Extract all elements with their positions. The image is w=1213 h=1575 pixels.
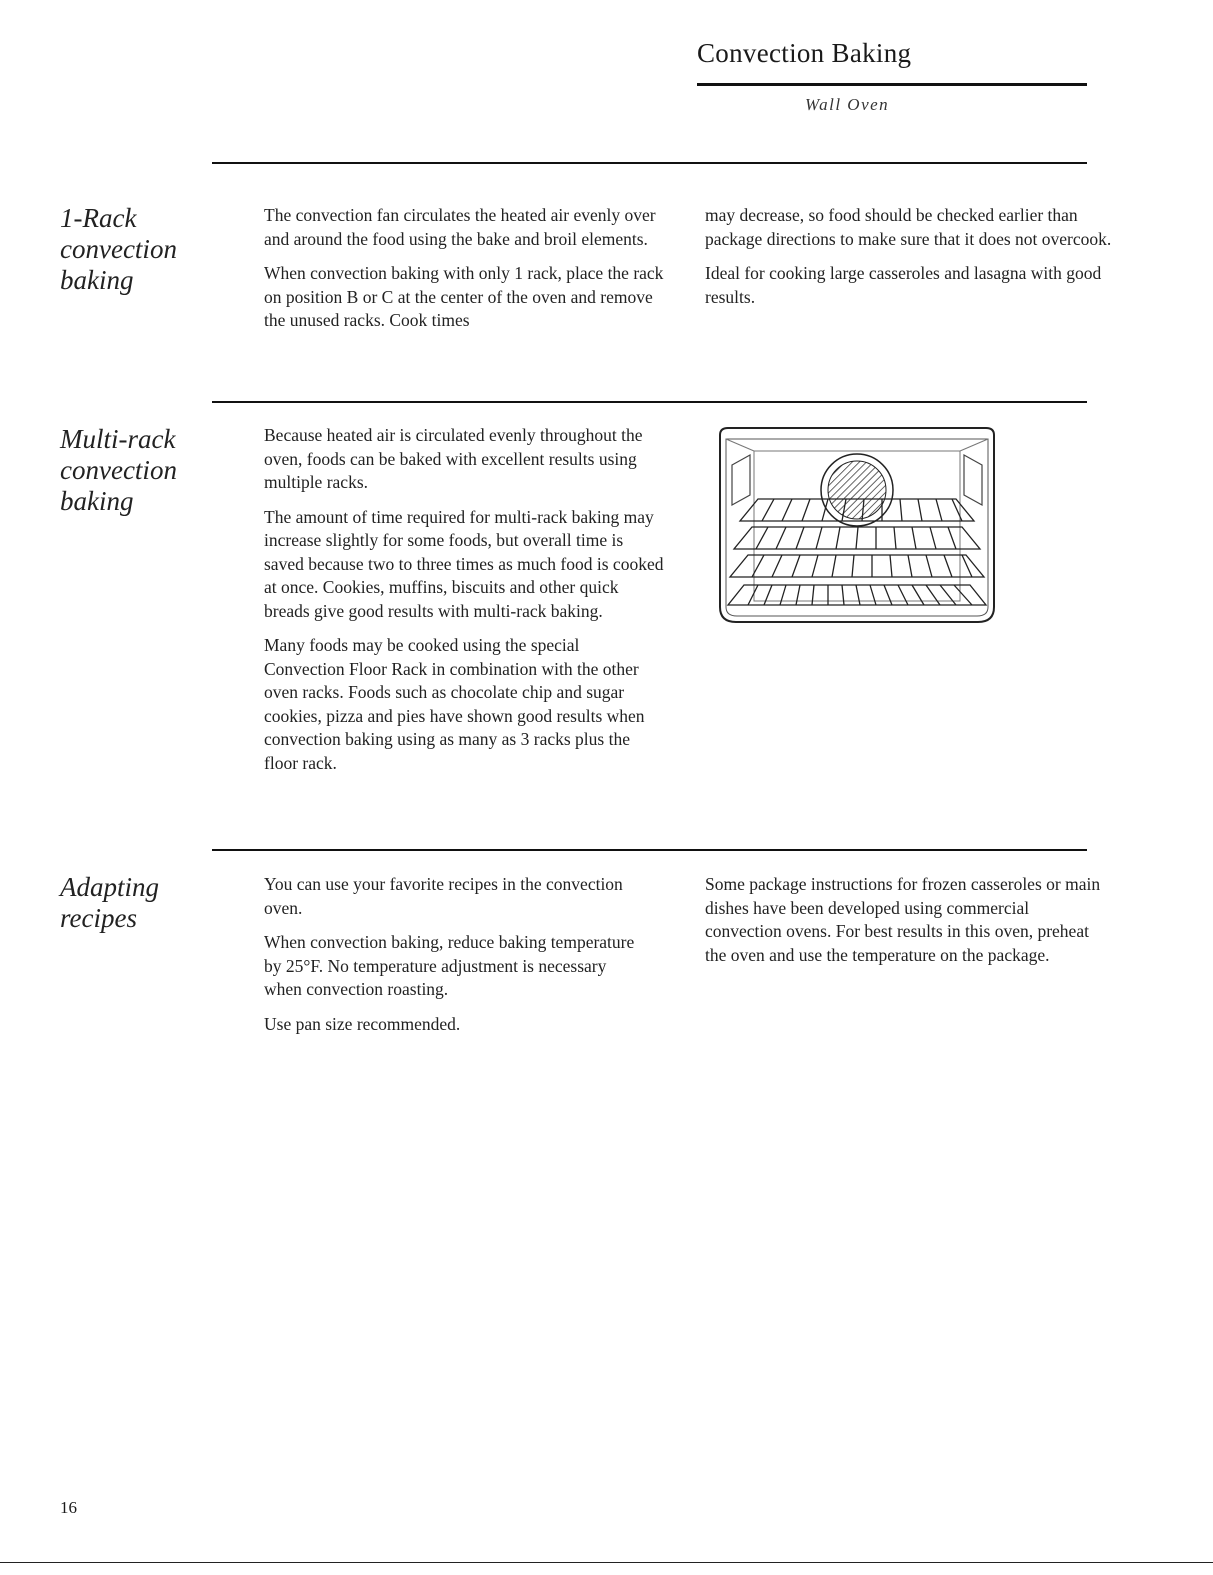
page-number: 16 bbox=[60, 1498, 77, 1517]
header-rule bbox=[697, 83, 1087, 86]
section-title-1-rack: 1-Rack convection baking bbox=[60, 203, 177, 295]
paragraph: may decrease, so food should be checked earlier than package directions to make sure that it does not overcook. bbox=[705, 205, 1112, 249]
section-title-adapting-recipes: Adapting recipes bbox=[60, 872, 159, 933]
section-divider bbox=[212, 401, 1087, 403]
paragraph: The convection fan circulates the heated air evenly over and around the food using the bake and broil elements. bbox=[264, 205, 656, 249]
section-divider bbox=[212, 849, 1087, 851]
page-header-subtitle: Wall Oven bbox=[805, 95, 890, 114]
section-3-left-column bbox=[264, 873, 644, 1047]
paragraph: Many foods may be cooked using the special Convection Floor Rack in combination with the other oven racks. Foods such as chocolate chip and sugar cookies, pizza and pies have shown good results when convection baking using as many as 3 racks plus the floor rack. bbox=[264, 635, 645, 773]
section-divider bbox=[212, 162, 1087, 164]
section-3-right-column bbox=[705, 873, 1105, 978]
paragraph: Because heated air is circulated evenly throughout the oven, foods can be baked with excellent results using multiple racks. bbox=[264, 425, 643, 492]
paragraph: The amount of time required for multi-rack baking may increase slightly for some foods, but overall time is saved because two to three times as much food is cooked at once. Cookies, muffins, biscuits and other quick breads give good results with multi-rack baking. bbox=[264, 506, 664, 621]
section-1-right-column bbox=[705, 204, 1115, 320]
paragraph: Some package instructions for frozen casseroles or main dishes have been developed using commercial convection ovens. For best results in this oven, preheat the oven and use the temperature on the package. bbox=[705, 874, 1101, 965]
paragraph: Use pan size recommended. bbox=[264, 1013, 461, 1034]
paragraph: You can use your favorite recipes in the convection oven. bbox=[264, 874, 623, 918]
paragraph: Ideal for cooking large casseroles and lasagna with good results. bbox=[705, 263, 1102, 307]
page-header-title: Convection Baking bbox=[697, 38, 912, 68]
paragraph: When convection baking, reduce baking temperature by 25°F. No temperature adjustment is necessary when convection roasting. bbox=[264, 932, 635, 999]
section-title-multi-rack: Multi-rack convection baking bbox=[60, 424, 177, 516]
section-1-left-column bbox=[264, 204, 674, 344]
oven-racks-illustration bbox=[712, 425, 1002, 630]
paragraph: When convection baking with only 1 rack, place the rack on position B or C at the center of the oven and remove the unused racks. Cook times bbox=[264, 263, 664, 330]
bottom-rule bbox=[0, 1562, 1213, 1563]
section-2-left-column bbox=[264, 424, 664, 786]
